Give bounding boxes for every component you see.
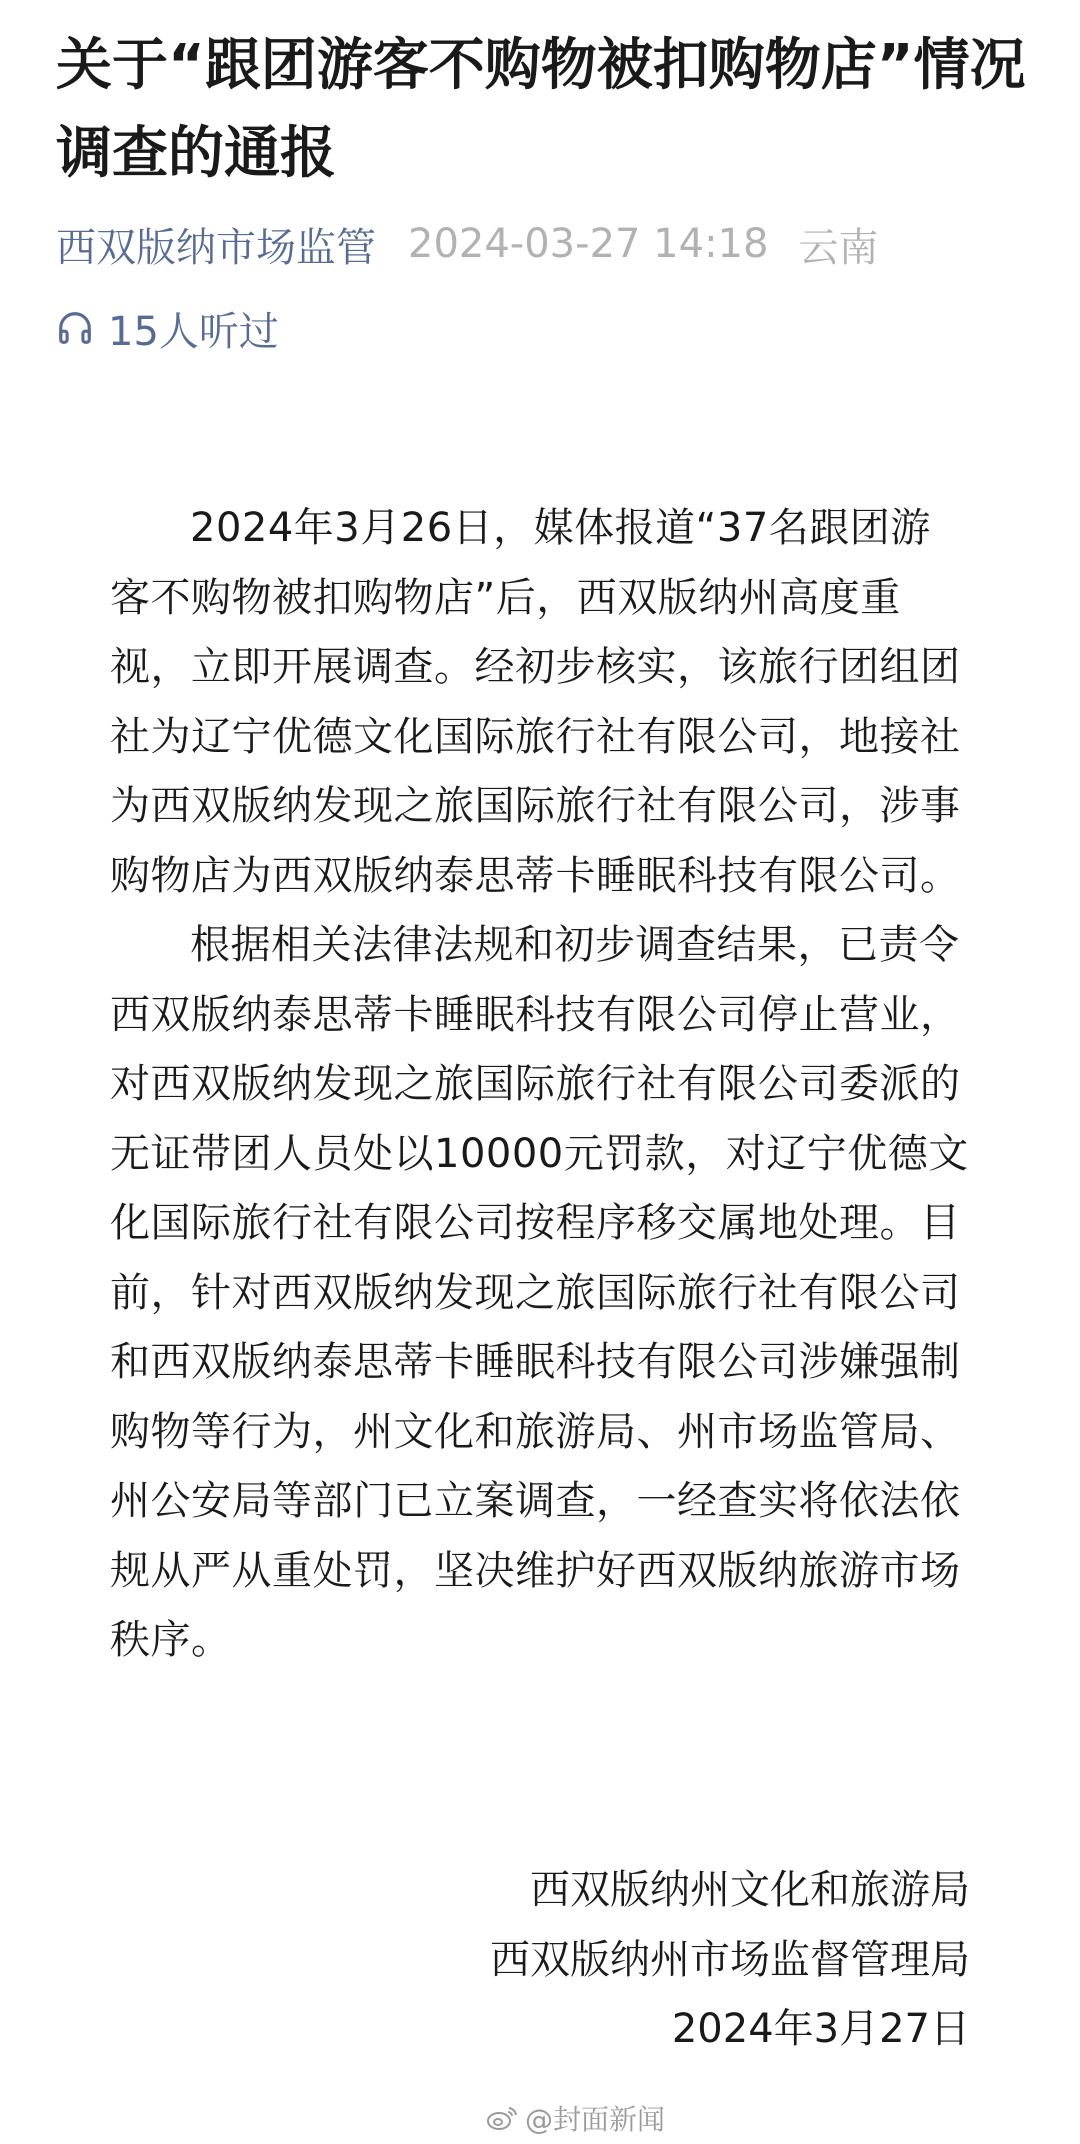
body-paragraph-1: 2024年3月26日，媒体报道“37名跟团游客不购物被扣购物店”后，西双版纳州高度重视，立即开展调查。经初步核实，该旅行团组团社为辽宁优德文化国际旅行社有限公司，地接社为西双版纳发现之旅国际旅行社有限公司，涉事购物店为西双版纳泰思蒂卡睡眠科技有限公司。 [110, 505, 961, 899]
weibo-watermark [485, 2098, 665, 2138]
signature-org-1: 西双版纳州文化和旅游局 [530, 1867, 970, 1913]
publish-location: 云南 [798, 224, 879, 271]
article-meta [56, 214, 878, 274]
article-signature [490, 1856, 970, 2065]
listen-button[interactable] [56, 298, 279, 358]
article-body [110, 494, 970, 1676]
body-paragraph-2: 根据相关法律法规和初步调查结果，已责令西双版纳泰思蒂卡睡眠科技有限公司停止营业，对西双版纳发现之旅国际旅行社有限公司委派的无证带团人员处以10000元罚款，对辽宁优德文化国际旅行社有限公司按程序移交属地处理。目前，针对西双版纳发现之旅国际旅行社有限公司和西双版纳泰思蒂卡睡眠科技有限公司涉嫌强制购物等行为，州文化和旅游局、州市场监管局、州公安局等部门已立案调查，一经查实将依法依规从严从重处罚，坚决维护好西双版纳旅游市场秩序。 [110, 922, 969, 1663]
article-title: 关于“跟团游客不购物被扣购物店”情况调查的通报 [56, 33, 1026, 186]
watermark-text: @封面新闻 [525, 2103, 666, 2136]
publish-time: 2024-03-27 14:18 [408, 221, 769, 267]
weibo-logo-icon [485, 2104, 525, 2132]
listen-count: 15人听过 [108, 308, 279, 355]
headphones-icon [56, 309, 108, 347]
account-name-link[interactable]: 西双版纳市场监管 [56, 224, 376, 271]
signature-org-2: 西双版纳州市场监督管理局 [490, 1936, 970, 1983]
signature-date: 2024年3月27日 [671, 2006, 970, 2052]
